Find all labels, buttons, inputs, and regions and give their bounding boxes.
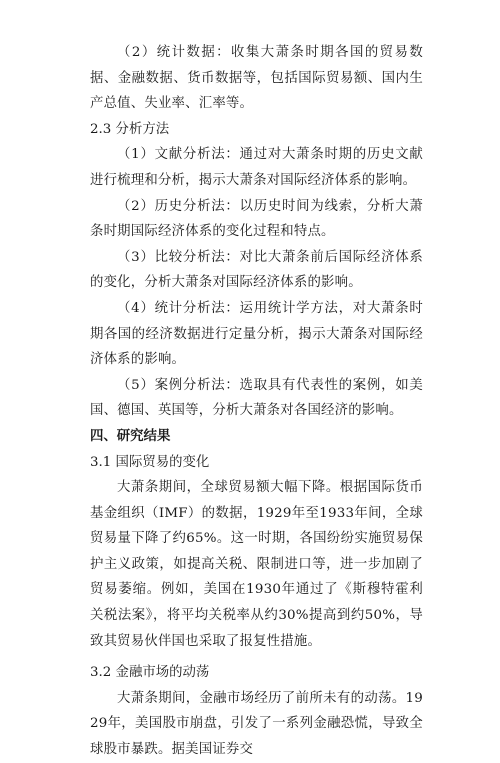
- section-heading-trade-changes: 3.1 国际贸易的变化: [90, 454, 210, 470]
- paragraph-comparative-analysis: （3）比较分析法：对比大萧条前后国际经济体系的变化，分析大萧条对国际经济体系的影响。: [90, 249, 423, 291]
- paragraph-literature-analysis: （1）文献分析法：通过对大萧条时期的历史文献进行梳理和分析，揭示大萧条对国际经济体系的影响。: [90, 147, 423, 188]
- section-heading-financial-turmoil: 3.2 金融市场的动荡: [90, 665, 210, 681]
- paragraph-historical-analysis: （2）历史分析法：以历史时间为线索，分析大萧条时期国际经济体系的变化过程和特点。: [90, 198, 423, 240]
- section-heading-analysis-methods: 2.3 分析方法: [90, 121, 170, 137]
- document-body: [90, 40, 423, 763]
- paragraph-statistical-analysis: （4）统计分析法：运用统计学方法，对大萧条时期各国的经济数据进行定量分析，揭示大萧条对国际经济体系的影响。: [90, 300, 423, 368]
- paragraph-case-analysis: （5）案例分析法：选取具有代表性的案例，如美国、德国、英国等，分析大萧条对各国经济的影响。: [90, 377, 423, 419]
- chapter-heading-research-results: 四、研究结果: [90, 428, 171, 444]
- paragraph-trade-decline: 大萧条期间，全球贸易额大幅下降。根据国际货币基金组织（IMF）的数据，1929年至1933年间，全球贸易量下降了约65%。这一时期，各国纷纷实施贸易保护主义政策，如提高关税、限制进口等，进一步加剧了贸易萎缩。例如，美国在1930年通过了《斯穆特霍利关税法案》，将平均关税率从约30%提高到约50%，导致其贸易伙伴国也采取了报复性措施。: [90, 480, 423, 649]
- paragraph-statistical-data: （2）统计数据：收集大萧条时期各国的贸易数据、金融数据、货币数据等，包括国际贸易额、国内生产总值、失业率、汇率等。: [90, 45, 423, 112]
- paragraph-financial-turmoil: 大萧条期间，金融市场经历了前所未有的动荡。1929年，美国股市崩盘，引发了一系列金融恐慌，导致全球股市暴跌。据美国证券交: [90, 690, 423, 758]
